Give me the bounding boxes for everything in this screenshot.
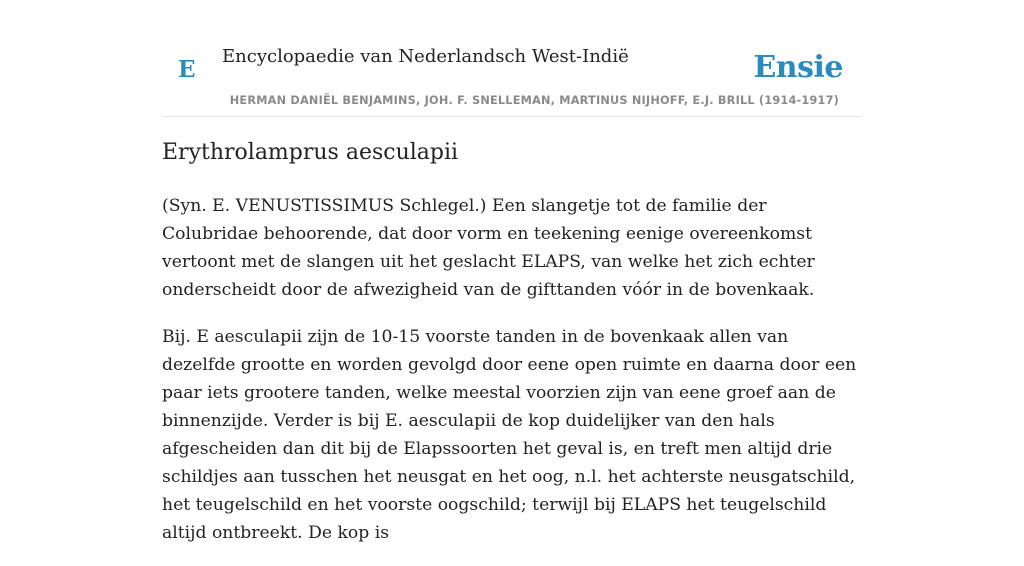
book-title-link[interactable]: Encyclopaedie van Nederlandsch West-Indië: [222, 46, 629, 67]
entry-body: [162, 192, 862, 566]
ensie-logo-icon[interactable]: E: [178, 56, 196, 83]
entry-paragraph-2: Bij. E aesculapii zijn de 10-15 voorste tanden in de bovenkaak allen van dezelfde grootte en worden gevolgd door eene open ruimte en daarna door een paar iets grootere tanden, welke meestal voorzien zijn van eene groef aan de binnenzijde. Verder is bij E. aesculapii de kop duidelijker van den hals afgescheiden dan dit bij de Elapssoorten het geval is, en treft men altijd drie schildjes aan tusschen het neusgat en het oog, n.l. het achterste neusgatschild, het teugelschild en het voorste oogschild; terwijl bij ELAPS het teugelschild altijd ontbreekt. De kop is: [162, 327, 857, 543]
entry-paragraph-1: (Syn. E. VENUSTISSIMUS Schlegel.) Een slangetje tot de familie der Colubridae behoorende, dat door vorm en teekening eenige overeenkomst vertoont met de slangen uit het geslacht ELAPS, van welke het zich echter onderscheidt door de afwezigheid van de gifttanden vóór in de bovenkaak.: [162, 196, 815, 300]
book-authors: HERMAN DANIËL BENJAMINS, JOH. F. SNELLEMAN, MARTINUS NIJHOFF, E.J. BRILL (1914-1917): [229, 94, 839, 107]
site-header: [162, 0, 862, 117]
entry-title: Erythrolamprus aesculapii: [162, 140, 459, 165]
brand-logo[interactable]: Ensie: [753, 50, 843, 85]
